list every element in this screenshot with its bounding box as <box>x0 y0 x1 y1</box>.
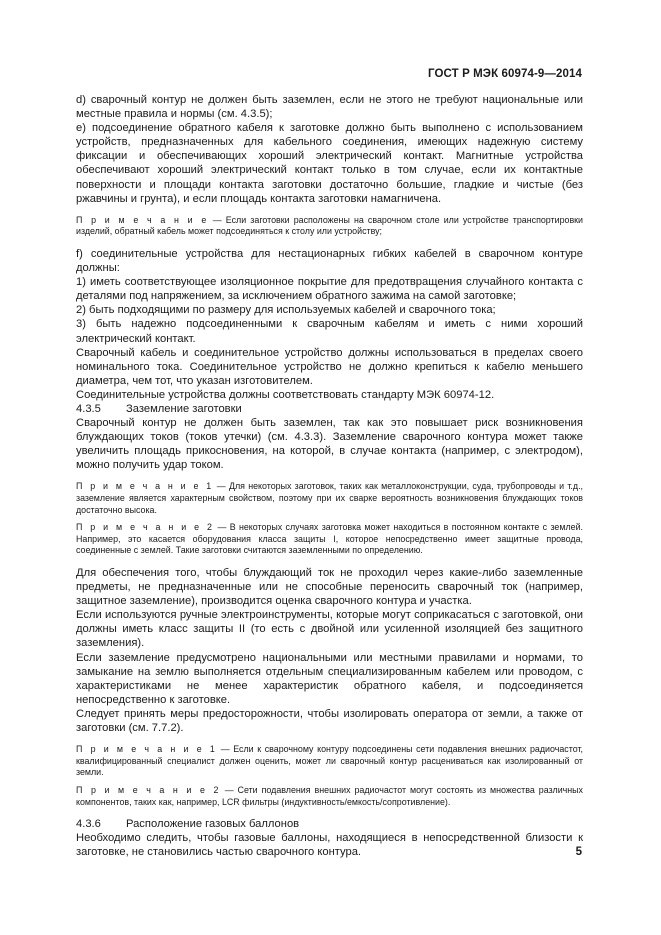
conformity-paragraph: Соединительные устройства должны соответствовать стандарту МЭК 60974-12. <box>76 388 495 401</box>
note-label: П р и м е ч а н и е 2 <box>76 784 221 795</box>
item-f2: 2) быть подходящими по размеру для используемых кабелей и сварочного тока; <box>76 304 496 317</box>
item-d-text: d) сварочный контур не должен быть заземлен, если не этого не требуют национальные или местные правила и нормы (см. 4.3.5); <box>76 94 583 121</box>
item-f3: 3) быть надежно подсоединенными к сварочным кабелям и иметь с ними хороший электрический контакт. <box>76 318 583 345</box>
section-435-paragraph: Для обеспечения того, чтобы блуждающий ток не проходил через какие-либо заземленные предметы, не предназначенные или не способные переносить сварочный ток (например, защитное заземление), производится оценка сварочного контура и участка. <box>76 567 583 608</box>
note <box>76 744 583 779</box>
item-f: f) соединительные устройства для нестационарных гибких кабелей в сварочном контуре должны: <box>76 247 583 275</box>
note-text: — Если заготовки расположены на сварочном столе или устройстве транспортировки изделий, обратный кабель может подсоединяться к столу или устройству; <box>76 214 583 237</box>
section-435-paragraph: Если используются ручные электроинструменты, которые могут соприкасаться с заготовкой, они должны иметь класс защиты II (то есть с двойной или усиленной изоляцией без защитного заземления). <box>76 609 583 650</box>
page-number: 5 <box>575 846 582 858</box>
note <box>76 481 583 516</box>
cable-paragraph: Сварочный кабель и соединительное устройство должны использоваться в пределах своего номинального тока. Соединительное устройство не должно крепиться к кабелю меньшего диаметра, чем тот, что указан изготовителем. <box>76 346 583 387</box>
note-text: — В некоторых случаях заготовка может находиться в постоянном контакте с землей. Например, это касается оборудования класса защиты I, которое непосредственно имеет защитные провода, соединенные с землей. Такие заготовки считаются заземленными по определению. <box>76 522 583 556</box>
note-label: П р и м е ч а н и е <box>76 214 209 225</box>
section-436-paragraph: Необходимо следить, чтобы газовые баллоны, находящиеся в непосредственной близости к заготовке, не становились частью сварочного контура. <box>76 832 583 859</box>
section-title: Заземление заготовки <box>126 402 242 415</box>
section-435-paragraph: Сварочный контур не должен быть заземлен, так как это повышает риск возникновения блуждающих токов (токов утечки) (см. 4.3.3). Заземление сварочного контура может также увеличить площадь прикосновения, на которой, в случае контакта (например, с электродом), можно получить удар током. <box>76 417 583 472</box>
document-body <box>76 93 583 859</box>
section-heading-435 <box>76 402 583 416</box>
item-d <box>76 93 583 121</box>
section-number: 4.3.6 <box>76 818 101 831</box>
section-heading-436 <box>76 817 583 831</box>
item-f1: 1) иметь соответствующее изоляционное покрытие для предотвращения случайного контакта с деталями под напряжением, за исключением обратного зажима на самой заготовке; <box>76 276 583 303</box>
note-text: — Для некоторых заготовок, таких как металлоконструкции, суда, трубопроводы и т.д., заземление является характерным свойством, поэтому при их сварке вероятность возникновения блуждающих токов достаточно высока. <box>76 481 583 515</box>
note <box>76 785 583 808</box>
section-title: Расположение газовых баллонов <box>126 818 300 831</box>
note <box>76 215 583 238</box>
section-number: 4.3.5 <box>76 402 101 415</box>
note-label: П р и м е ч а н и е 2 <box>76 522 215 533</box>
item-e: e) подсоединение обратного кабеля к заготовке должно быть выполнено с использованием устройств, предназначенных для кабельного соединения, имеющих надежную систему фиксации и обеспечивающих хороший электрический контакт. Магнитные устройства обеспечивают хороший электрический контакт только в том случае, если их контактные поверхности и площади контакта заготовки достаточно большие, гладкие и чистые (без ржавчины и грунта), и если площадь контакта заготовки намагничена. <box>76 122 583 205</box>
note-text: — Если к сварочному контуру подсоединены сети подавления внешних радиочастот, квалифицированный специалист должен оценить, может ли сварочный контур расцениваться как изолированный от земли. <box>76 744 583 778</box>
document-header: ГОСТ Р МЭК 60974-9—2014 <box>428 68 582 80</box>
note <box>76 522 583 557</box>
section-435-paragraph: Следует принять меры предосторожности, чтобы изолировать оператора от земли, а также от заготовки (см. 7.7.2). <box>76 707 583 735</box>
note-text: — Сети подавления внешних радиочастот могут состоять из множества различных компонентов, таких как, например, LCR фильтры (индуктивность/емкость/сопротивление). <box>76 784 583 807</box>
note-label: П р и м е ч а н и е 1 <box>76 481 214 492</box>
section-435-paragraph: Если заземление предусмотрено национальными или местными правилами и нормами, то замыкание на землю выполняется отдельным специализированным кабелем или проводом, с характеристиками не менее характеристик обратного кабеля, и подсоединяется непосредственно к заготовке. <box>76 651 583 706</box>
note-label: П р и м е ч а н и е 1 <box>76 744 218 755</box>
